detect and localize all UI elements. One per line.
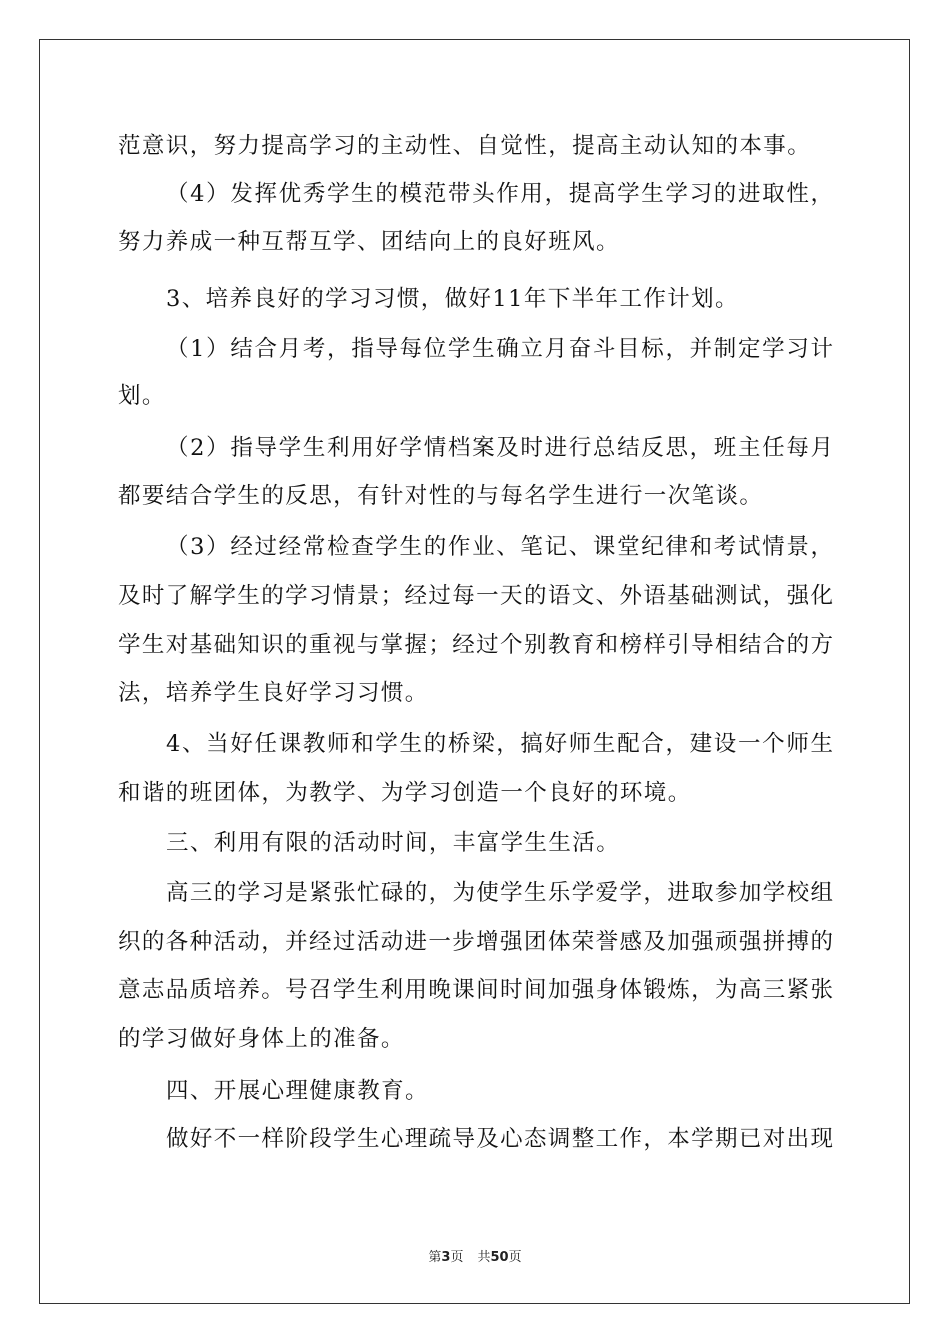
text-line: 四、开展心理健康教育。 — [166, 1078, 429, 1104]
total-unit: 页 — [508, 1250, 522, 1265]
text-line: 意志品质培养。号召学生利用晚课间时间加强身体锻炼，为高三紧张 — [118, 977, 833, 1003]
text-line: 和谐的班团体，为教学、为学习创造一个良好的环境。 — [118, 780, 692, 806]
page-prefix: 第 — [428, 1250, 442, 1265]
text-line: 三、利用有限的活动时间，丰富学生生活。 — [166, 830, 621, 856]
text-line: 努力养成一种互帮互学、团结向上的良好班风。 — [118, 229, 620, 255]
text-line: （1）结合月考，指导每位学生确立月奋斗目标，并制定学习计 — [166, 336, 833, 362]
text-line: 高三的学习是紧张忙碌的，为使学生乐学爱学，进取参加学校组 — [166, 880, 833, 906]
text-line: 范意识，努力提高学习的主动性、自觉性，提高主动认知的本事。 — [118, 133, 812, 159]
text-line: 都要结合学生的反思，有针对性的与每名学生进行一次笔谈。 — [118, 483, 764, 509]
text-line: 划。 — [118, 383, 166, 409]
text-line: 做好不一样阶段学生心理疏导及心态调整工作，本学期已对出现 — [166, 1126, 833, 1152]
text-line: （2）指导学生利用好学情档案及时进行总结反思，班主任每月 — [166, 435, 833, 461]
page-footer — [0, 1246, 950, 1265]
text-line: 法，培养学生良好学习习惯。 — [118, 680, 429, 706]
text-line: 织的各种活动，并经过活动进一步增强团体荣誉感及加强顽强拼搏的 — [118, 929, 833, 955]
total-prefix: 共 — [477, 1250, 491, 1265]
text-line: 3、培养良好的学习习惯，做好11年下半年工作计划。 — [166, 286, 739, 312]
text-line: 4、当好任课教师和学生的桥梁，搞好师生配合，建设一个师生 — [166, 731, 833, 757]
page-number: 3 — [441, 1250, 451, 1265]
text-line: 的学习做好身体上的准备。 — [118, 1026, 405, 1052]
page-total: 50 — [490, 1250, 509, 1265]
text-line: （4）发挥优秀学生的模范带头作用，提高学生学习的进取性， — [166, 181, 833, 207]
text-line: 学生对基础知识的重视与掌握；经过个别教育和榜样引导相结合的方 — [118, 632, 833, 658]
page-unit: 页 — [450, 1250, 464, 1265]
text-line: 及时了解学生的学习情景；经过每一天的语文、外语基础测试，强化 — [118, 583, 833, 609]
text-line: （3）经过经常检查学生的作业、笔记、课堂纪律和考试情景， — [166, 534, 833, 560]
